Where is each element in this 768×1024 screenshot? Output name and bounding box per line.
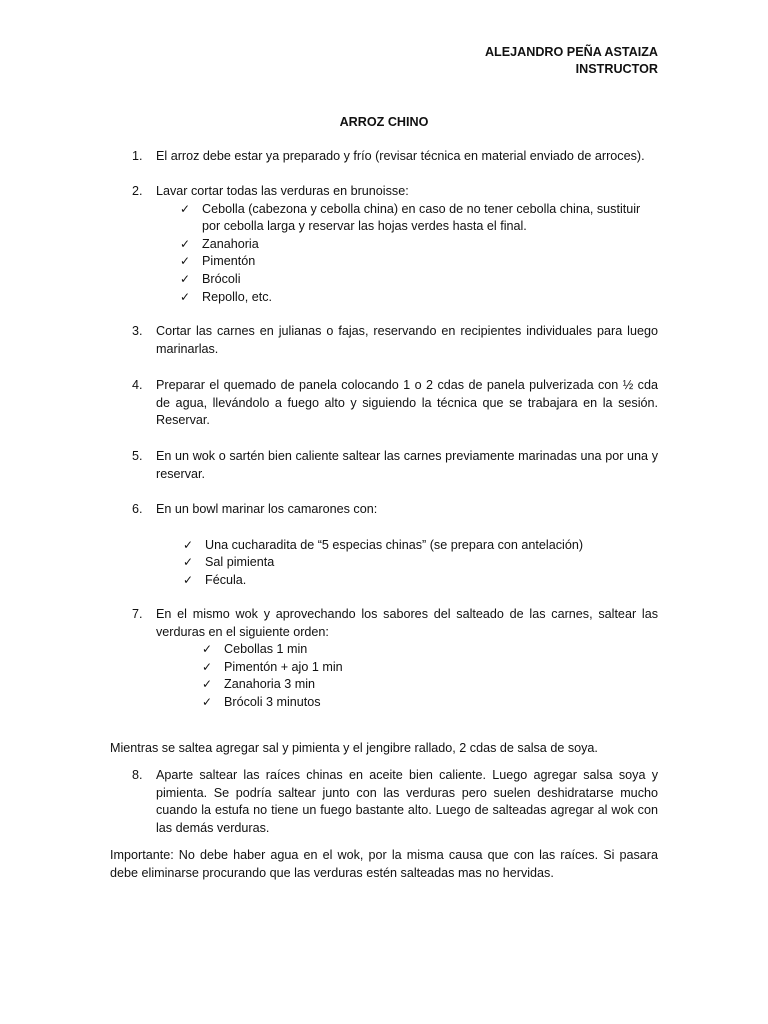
check-icon: ✓	[183, 537, 194, 552]
list-item: ✓ Zanahoria	[202, 236, 658, 254]
list-item: ✓ Sal pimienta	[205, 554, 658, 572]
list-item: ✓ Zanahoria 3 min	[224, 676, 658, 694]
marinade-checklist	[183, 537, 658, 590]
step-text: En un bowl marinar los camarones con:	[156, 502, 378, 516]
check-icon: ✓	[202, 642, 213, 657]
step-text: Lavar cortar todas las verduras en brunoisse:	[156, 184, 409, 198]
cooking-order-checklist	[202, 641, 658, 711]
step-2	[110, 183, 658, 306]
check-icon: ✓	[202, 694, 213, 709]
check-icon: ✓	[183, 572, 194, 587]
list-item: ✓ Brócoli	[202, 271, 658, 289]
seasoning-note: Mientras se saltea agregar sal y pimienta y el jengibre rallado, 2 cdas de salsa de soya.	[110, 741, 598, 755]
step-text: En el mismo wok y aprovechando los sabores del salteado de las carnes, saltear las verduras en el siguiente orden:	[156, 607, 658, 639]
list-item: ✓ Cebollas 1 min	[224, 641, 658, 659]
check-icon: ✓	[202, 659, 213, 674]
check-icon: ✓	[180, 254, 191, 269]
step-number: 3.	[132, 324, 143, 338]
step-text: En un wok o sartén bien caliente saltear las carnes previamente marinadas una por una y reservar.	[156, 449, 658, 481]
step-text: El arroz debe estar ya preparado y frío (revisar técnica en material enviado de arroces).	[156, 149, 645, 163]
check-icon: ✓	[202, 677, 213, 692]
step-text: Aparte saltear las raíces chinas en aceite bien caliente. Luego agregar salsa soya y pimienta. Se podría saltear junto con las verduras pero suelen deshidratarse mucho cuando la estufa no tiene un fuego bastante alto. Luego de salteadas agregar al wok con las demás verduras.	[156, 768, 658, 835]
step-5	[110, 448, 658, 483]
list-item: ✓ Pimentón	[202, 253, 658, 271]
step-number: 5.	[132, 449, 143, 463]
list-item: ✓ Pimentón + ajo 1 min	[224, 659, 658, 677]
check-icon: ✓	[180, 271, 191, 286]
step-text: Cortar las carnes en julianas o fajas, reservando en recipientes individuales para luego marinarlas.	[156, 324, 658, 356]
list-item: ✓ Repollo, etc.	[202, 289, 658, 307]
list-item: ✓ Cebolla (cabezona y cebolla china) en caso de no tener cebolla china, sustituir por cebolla larga y reservar las hojas verdes hasta el final.	[180, 201, 641, 234]
list-item: ✓ Fécula.	[205, 572, 658, 590]
check-icon: ✓	[183, 555, 194, 570]
step-number: 7.	[132, 607, 143, 621]
check-icon: ✓	[180, 236, 191, 251]
step-1	[110, 148, 658, 166]
author-name: ALEJANDRO PEÑA ASTAIZA	[484, 45, 658, 59]
author-block	[485, 44, 658, 78]
author-role: INSTRUCTOR	[575, 62, 658, 76]
list-item: ✓ Una cucharadita de “5 especias chinas” (se prepara con antelación)	[205, 537, 658, 555]
step-number: 4.	[132, 378, 143, 392]
document-title: ARROZ CHINO	[339, 115, 429, 129]
step-number: 8.	[132, 768, 143, 782]
list-item: ✓ Brócoli 3 minutos	[224, 694, 658, 712]
step-6	[110, 501, 658, 589]
step-number: 2.	[132, 184, 143, 198]
step-number: 1.	[132, 149, 143, 163]
step-8	[110, 767, 658, 837]
step-number: 6.	[132, 502, 143, 516]
step-text: Preparar el quemado de panela colocando 1 o 2 cdas de panela pulverizada con ½ cda de agua, llevándolo a fuego alto y siguiendo la técnica que se trabajara en la sesión. Reservar.	[156, 378, 658, 428]
step-3	[110, 323, 658, 358]
check-icon: ✓	[180, 201, 191, 216]
step-7	[110, 606, 658, 712]
step-4	[110, 377, 658, 430]
check-icon: ✓	[180, 289, 191, 304]
important-note: Importante: No debe haber agua en el wok, por la misma causa que con las raíces. Si pasara debe eliminarse procurando que las verduras estén salteadas mas no hervidas.	[110, 848, 658, 880]
ingredient-checklist	[180, 201, 658, 307]
